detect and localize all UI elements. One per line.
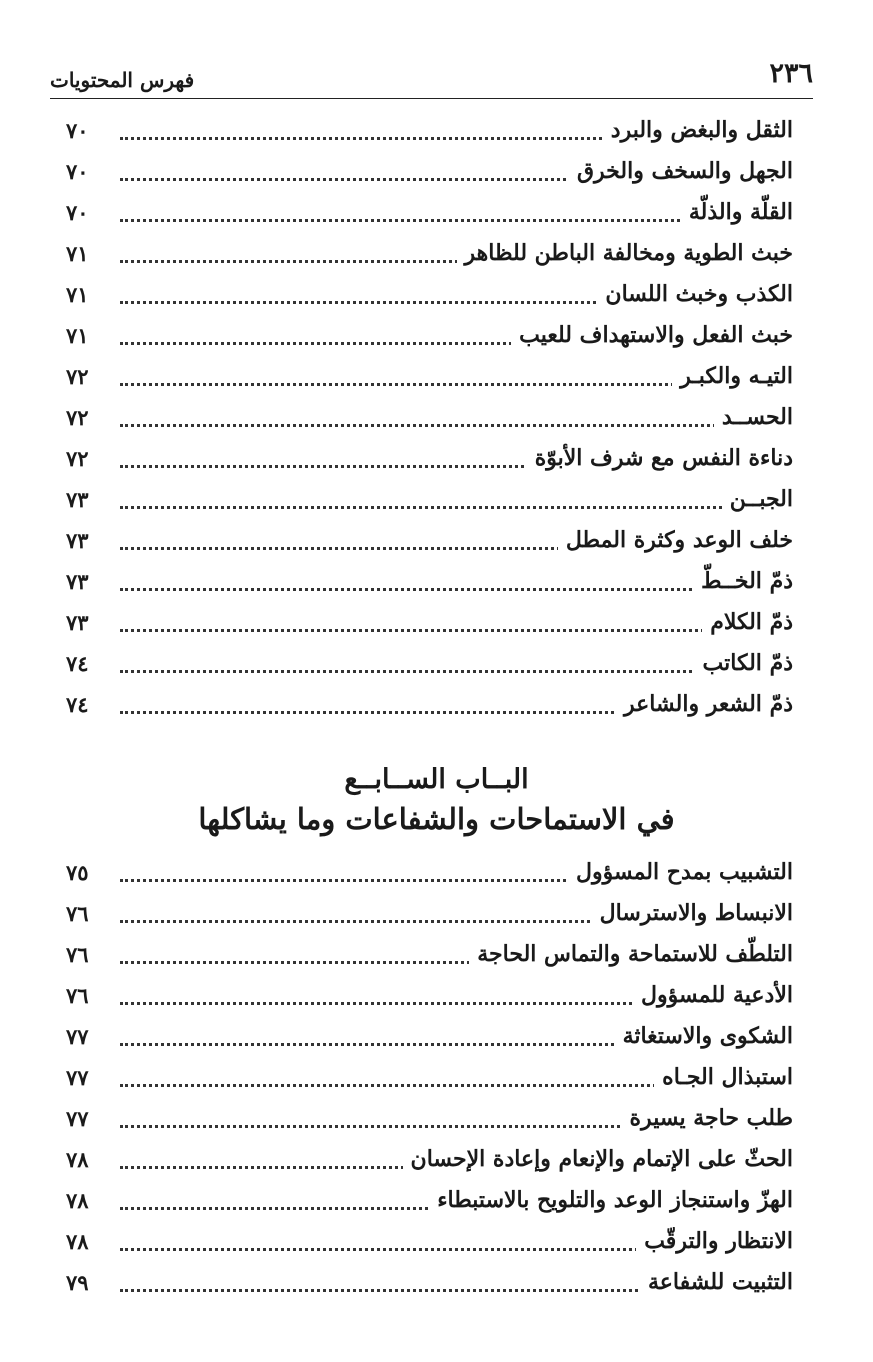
entry-page-number: ٧١ — [66, 282, 89, 307]
toc-entry — [0, 604, 873, 645]
entry-title: خلف الوعد وكثرة المطل — [558, 527, 793, 553]
entry-page-number: ٧٠ — [66, 118, 89, 143]
toc-entry — [0, 1100, 873, 1141]
toc-entry — [0, 1223, 873, 1264]
dot-leader — [120, 629, 793, 632]
chapter-label: البــاب الســابــع — [344, 764, 529, 795]
toc-entry — [0, 522, 873, 563]
entry-title: التيـه والكبـر — [672, 363, 793, 389]
page-header — [50, 58, 813, 99]
entry-page-number: ٧٤ — [66, 651, 89, 676]
toc-entry — [0, 1018, 873, 1059]
entry-page-number: ٧٠ — [66, 200, 89, 225]
toc-entry — [0, 645, 873, 686]
toc-entry — [0, 1059, 873, 1100]
entry-page-number: ٧٨ — [66, 1229, 89, 1254]
toc-entry — [0, 153, 873, 194]
entry-title: خبث الطوية ومخالفة الباطن للظاهر — [457, 240, 793, 266]
toc-list-part1 — [0, 112, 873, 727]
entry-page-number: ٧٨ — [66, 1147, 89, 1172]
entry-page-number: ٧٦ — [66, 942, 89, 967]
entry-title: الانبساط والاسترسال — [592, 900, 793, 926]
toc-entry — [0, 1264, 873, 1305]
entry-page-number: ٧٢ — [66, 446, 89, 471]
toc-entry — [0, 936, 873, 977]
entry-page-number: ٧٢ — [66, 364, 89, 389]
entry-page-number: ٧٠ — [66, 159, 89, 184]
toc-entry — [0, 563, 873, 604]
entry-title: التشبيب بمدح المسؤول — [568, 859, 793, 885]
entry-title: الحثّ على الإتمام والإنعام وإعادة الإحسان — [403, 1146, 793, 1172]
entry-page-number: ٧١ — [66, 323, 89, 348]
entry-page-number: ٧١ — [66, 241, 89, 266]
running-title: فهرس المحتويات — [50, 68, 195, 92]
entry-title: الجبــن — [722, 486, 793, 512]
toc-entry — [0, 1182, 873, 1223]
toc-list-part2 — [0, 854, 873, 1305]
entry-title: دناءة النفس مع شرف الأبوّة — [527, 445, 793, 471]
entry-title: ذمّ الخــطّ — [693, 568, 793, 594]
toc-entry — [0, 235, 873, 276]
entry-page-number: ٧٣ — [66, 569, 89, 594]
toc-entry — [0, 854, 873, 895]
entry-title: الجهل والسخف والخرق — [569, 158, 793, 184]
entry-page-number: ٧٧ — [66, 1106, 89, 1131]
toc-entry — [0, 112, 873, 153]
entry-title: القلّة والذلّة — [681, 199, 793, 225]
dot-leader — [120, 588, 793, 591]
toc-entry — [0, 977, 873, 1018]
entry-title: الشكوى والاستغاثة — [615, 1023, 793, 1049]
chapter-title: في الاستماحات والشفاعات وما يشاكلها — [198, 802, 675, 836]
entry-title: خبث الفعل والاستهداف للعيب — [511, 322, 793, 348]
page-number: ٢٣٦ — [769, 58, 813, 89]
entry-title: ذمّ الكاتب — [695, 650, 793, 676]
entry-title: الكذب وخبث اللسان — [597, 281, 793, 307]
entry-title: ذمّ الكلام — [702, 609, 793, 635]
dot-leader — [120, 506, 793, 509]
entry-title: الأدعية للمسؤول — [633, 982, 793, 1008]
entry-title: التثبيت للشفاعة — [640, 1269, 793, 1295]
entry-page-number: ٧٢ — [66, 405, 89, 430]
toc-entry — [0, 276, 873, 317]
entry-page-number: ٧٩ — [66, 1270, 89, 1295]
toc-entry — [0, 481, 873, 522]
toc-entry — [0, 194, 873, 235]
toc-entry — [0, 358, 873, 399]
toc-entry — [0, 895, 873, 936]
entry-page-number: ٧٧ — [66, 1065, 89, 1090]
entry-title: الهزّ واستنجاز الوعد والتلويح بالاستبطاء — [429, 1187, 793, 1213]
dot-leader — [120, 670, 793, 673]
toc-entry — [0, 686, 873, 727]
entry-page-number: ٧٤ — [66, 692, 89, 717]
toc-entry — [0, 399, 873, 440]
entry-title: التلطّف للاستماحة والتماس الحاجة — [469, 941, 793, 967]
dot-leader — [120, 424, 793, 427]
entry-title: طلب حاجة يسيرة — [622, 1105, 793, 1131]
entry-page-number: ٧٥ — [66, 860, 89, 885]
entry-title: الانتظار والترقّب — [636, 1228, 793, 1254]
entry-page-number: ٧٣ — [66, 610, 89, 635]
entry-title: ذمّ الشعر والشاعر — [616, 691, 793, 717]
entry-title: الثقل والبغض والبرد — [603, 117, 793, 143]
toc-entry — [0, 1141, 873, 1182]
entry-page-number: ٧٧ — [66, 1024, 89, 1049]
entry-page-number: ٧٨ — [66, 1188, 89, 1213]
entry-page-number: ٧٦ — [66, 983, 89, 1008]
toc-entry — [0, 317, 873, 358]
entry-page-number: ٧٣ — [66, 528, 89, 553]
entry-title: استبذال الجـاه — [654, 1064, 793, 1090]
entry-page-number: ٧٣ — [66, 487, 89, 512]
entry-title: الحســد — [714, 404, 793, 430]
entry-page-number: ٧٦ — [66, 901, 89, 926]
toc-entry — [0, 440, 873, 481]
